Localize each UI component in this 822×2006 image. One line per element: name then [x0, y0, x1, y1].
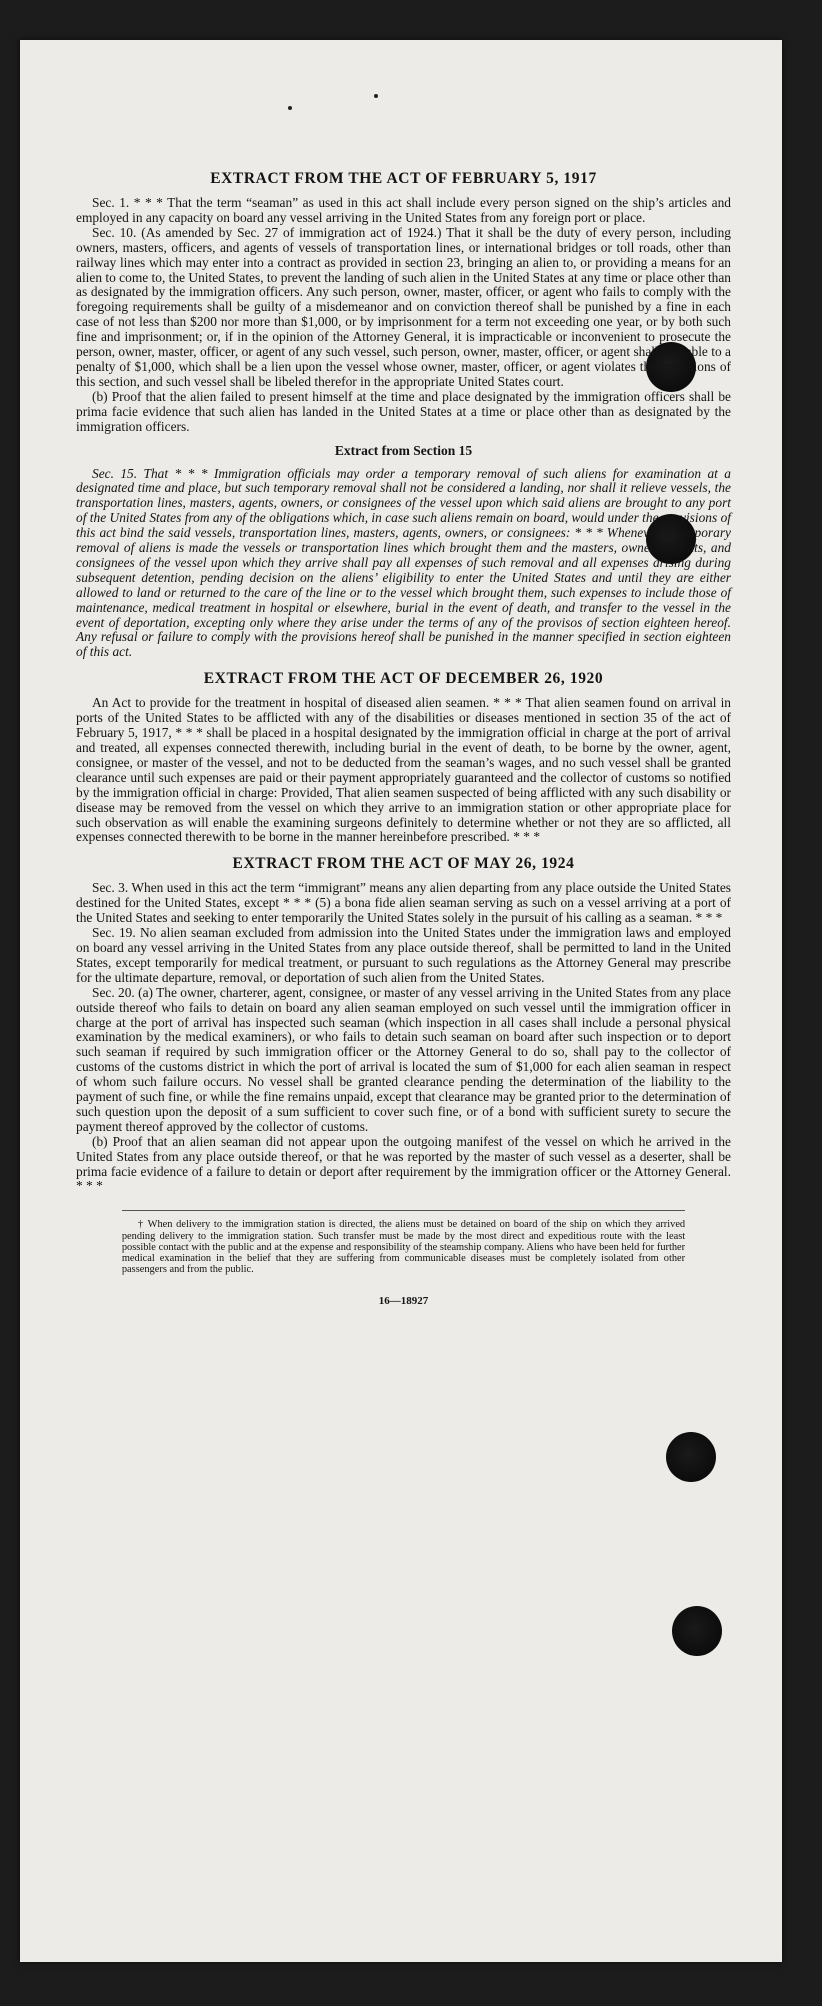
page-number: 16—18927 [378, 1295, 429, 1308]
punch-hole [672, 1606, 722, 1656]
footnote [122, 1210, 685, 1275]
heading-section-15: Extract from Section 15 [334, 442, 473, 458]
paragraph-proof-b: (b) Proof that the alien failed to present himself at the time and place designated by the immigration officers shall be prima facie evidence that such alien has landed in the United States at a time or place other than as designated by the immigration officers. [76, 388, 731, 434]
paragraph-sec-20b: (b) Proof that an alien seaman did not appear upon the outgoing manifest of the vessel on which he arrived in the United States from any place outside thereof, or that he was reported by the master of such vessel as a deserter, shall be prima facie evidence of a failure to detain or deport after requirement by the immigration officer or the Attorney General. * * * [76, 1133, 731, 1194]
punch-hole [666, 1432, 716, 1482]
document-body [76, 170, 731, 1307]
paragraph-sec-3: Sec. 3. When used in this act the term “immigrant” means any alien departing from any place outside the United States destined for the United States, except * * * (5) a bona fide alien seaman serving as such on a vessel arriving at a port of the United States and seeking to enter temporarily the United States solely in the pursuit of his calling as a seaman. * * * [76, 880, 731, 926]
footnote-text: † When delivery to the immigration station is directed, the aliens must be detained on board of the ship on which they arrived pending delivery to the immigration station. Such transfer must be made by the most direct and expeditious route with the least possible contact with the public and at the expense and responsibility of the steamship company. Aliens who have been held for further medical examination in the belief that they are suffering from communicable diseases must be completely isolated from other passengers and from the public. [121, 1219, 686, 1276]
heading-act-1917: EXTRACT FROM THE ACT OF FEBRUARY 5, 1917 [210, 170, 597, 187]
paragraph-sec-15: Sec. 15. That * * * Immigration officials may order a temporary removal of such aliens for examination at a designated time and place, but such temporary removal shall not be considered a landing, nor shall it relieve vessels, the transportation lines, masters, agents, owners, or consignees of the vessel upon which said aliens are brought to any port of the United States from any of the obligations which, in case such aliens remain on board, would under the provisions of this act bind the said vessels, transportation lines, masters, agents, owners, or consignees: * * * Whenever a temporary removal of aliens is made the vessels or transportation lines which brought them and the masters, owners, agents, and consignees of the vessel upon which they arrive shall pay all expenses of such removal and all expenses arising during subsequent detention, pending decision on the aliens’ eligibility to enter the United States and until they are either allowed to land or returned to the care of the line or to the vessel which brought them, such expenses to include those of maintenance, medical treatment in hospital or elsewhere, burial in the event of death, and transfer to the vessel in the event of deportation, excepting only where they arise under the terms of any of the provisos of section eighteen hereof. Any refusal or failure to comply with the provisions hereof shall be punished in the manner specified in section eighteen of this act. [76, 465, 731, 660]
scan-speck [374, 94, 378, 98]
heading-act-1924: EXTRACT FROM THE ACT OF MAY 26, 1924 [232, 855, 575, 873]
scan-speck [288, 106, 292, 110]
paragraph-sec-1: Sec. 1. * * * That the term “seaman” as used in this act shall include every person signed on the ship’s articles and employed in any capacity on board any vessel arriving in the United States from any foreign port or place. [76, 195, 731, 225]
heading-act-1920: EXTRACT FROM THE ACT OF DECEMBER 26, 1920 [203, 670, 604, 688]
paragraph-sec-10: Sec. 10. (As amended by Sec. 27 of immigration act of 1924.) That it shall be the duty of every person, including owners, masters, officers, and agents of vessels of transportation lines, or international bridges or toll roads, other than railway lines which may enter into a contract as provided in section 23, bringing an alien to, or providing a means for an alien to come to, the United States, to prevent the landing of such alien in the United States at any time or place other than as designated by the immigration officers. Any such person, owner, master, officer, or agent who fails to comply with the foregoing requirements shall be guilty of a misdemeanor and on conviction thereof shall be punished by a fine in each case of not less than $200 nor more than $1,000, or by imprisonment for a term not exceeding one year, or by both such fine and imprisonment; or, if in the opinion of the Attorney General, it is impracticable or inconvenient to prosecute the person, owner, master, officer, or agent of any such vessel, such person, owner, master, officer, or agent shall be liable to a penalty of $1,000, which shall be a lien upon the vessel whose owner, master, officer, or agent violates the provisions of this section, and such vessel shall be libeled therefor in the appropriate United States court. [76, 224, 731, 389]
paragraph-act-1920: An Act to provide for the treatment in hospital of diseased alien seamen. * * * That alien seamen found on arrival in ports of the United States to be afflicted with any of the disabilities or diseases mentioned in section 35 of the act of February 5, 1917, * * * shall be placed in a hospital designated by the immigration official in charge at the port of arrival and treated, all expenses connected therewith, including burial in the event of death, to be borne by the owner, agent, consignee, or master of the vessel, and not to be deducted from the seaman’s wages, and no such vessel shall be granted clearance until such expenses are paid or their payment appropriately guaranteed and the collector of customs so notified by the immigration official in charge: Provided, That alien seamen suspected of being afflicted with any such disability or disease may be removed from the vessel on which they arrive to an immigration station or other appropriate place for such observation as will enable the examining surgeons definitely to determine whether or not they are so afflicted, all expenses connected therewith to be borne in the manner hereinbefore prescribed. * * * [76, 695, 731, 845]
paragraph-sec-19: Sec. 19. No alien seaman excluded from admission into the United States under the immigration laws and employed on board any vessel arriving in the United States from any place outside thereof, shall be permitted to land in the United States, except temporarily for medical treatment, or pursuant to such regulations as the Attorney General may prescribe for the ultimate departure, removal, or deportation of such alien from the United States. [76, 925, 731, 985]
paragraph-sec-20a: Sec. 20. (a) The owner, charterer, agent, consignee, or master of any vessel arriving in the United States from any place outside thereof who fails to detain on board any alien seaman employed on such vessel until the immigration officer in charge at the port of arrival has inspected such seaman (which inspection in all cases shall include a personal physical examination by the medical examiners), or who fails to detain such seaman on board after such inspection or to deport such seaman if required by such immigration officer or the Attorney General to do so, shall pay to the collector of customs of the customs district in which the port of arrival is located the sum of $1,000 for each alien seaman in respect of whom such failure occurs. No vessel shall be granted clearance pending the determination of the liability to the payment of such fine, or while the fine remains unpaid, except that clearance may be granted prior to the determination of such question upon the deposit of a sum sufficient to cover such fine, or of a bond with sufficient surety to secure the payment thereof approved by the collector of customs. [76, 984, 731, 1134]
document-page [20, 40, 782, 1962]
